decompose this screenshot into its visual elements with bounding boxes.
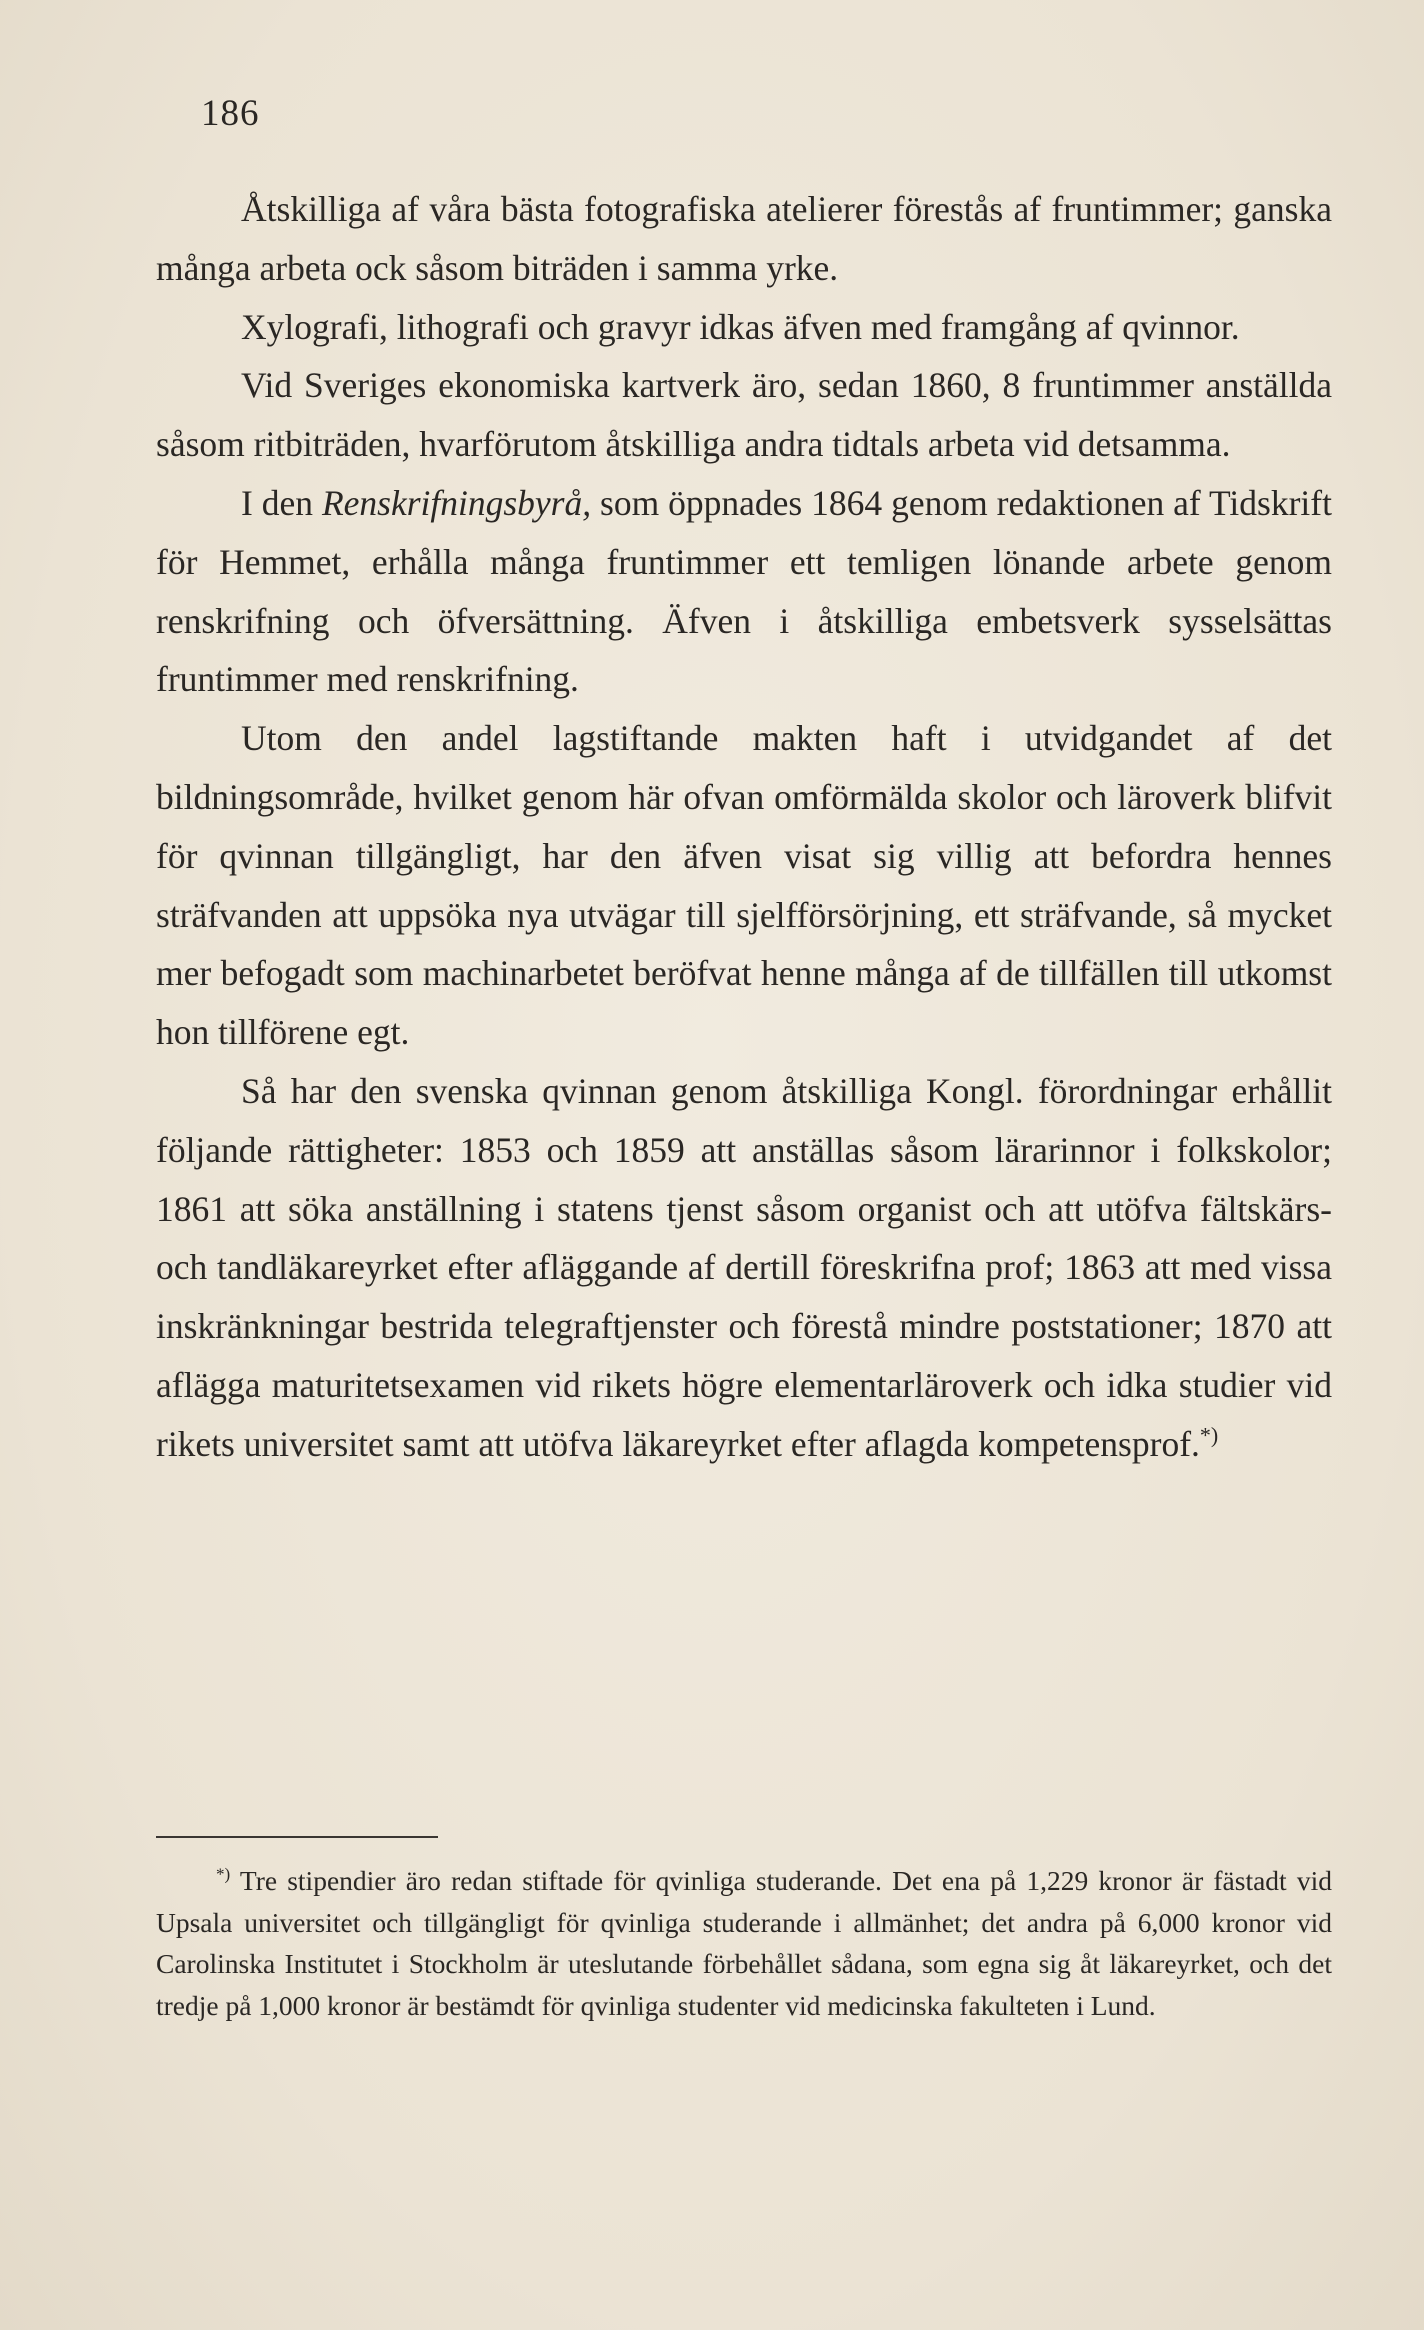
paragraph-copying-bureau — [156, 474, 1332, 709]
bureau-name-italic: Renskrifningsbyrå, — [321, 482, 592, 523]
footnote — [156, 1860, 1332, 2026]
footnote-marker: *) — [216, 1864, 231, 1884]
paragraph-rights — [156, 1062, 1332, 1474]
paragraph-photography: Åtskilliga af våra bästa fotografiska atelierer förestås af fruntimmer; ganska många arbeta ock såsom biträden i samma yrke. — [156, 189, 1332, 288]
body-text — [156, 180, 1332, 1474]
footnote-text: Tre stipendier äro redan stiftade för qvinliga studerande. Det ena på 1,229 kronor är fästadt vid Upsala universitet och tillgängligt för qvinliga studerande i allmänhet; det andra på 6,000 kronor vid Carolinska Institutet i Stockholm är uteslutande förbehållet sådana, som egna sig åt läkareyrket, och det tredje på 1,000 kronor är bestämdt för qvinliga studenter vid medicinska fakulteten i Lund. — [156, 1865, 1332, 2021]
paragraph-legislation: Utom den andel lagstiftande makten haft i utvidgandet af det bildningsområde, hvilket genom här ofvan omförmälda skolor och läroverk blifvit för qvinnan tillgängligt, har den äfven visat sig villig att befordra hennes sträfvanden att uppsöka nya utvägar till sjelfförsörjning, ett sträfvande, så mycket mer befogadt som machinarbetet beröfvat henne många af de tillfällen till utkomst hon tillförene egt. — [156, 718, 1332, 1053]
footnote-divider — [156, 1836, 438, 1838]
paragraph-rights-text: Så har den svenska qvinnan genom åtskilliga Kongl. förordningar erhållit följande rättigheter: 1853 och 1859 att anställas såsom lärarinnor i folkskolor; 1861 att söka anställning i statens tjenst såsom organist och att utöfva fältskärs- och tandläkareyrket efter afläggande af dertill föreskrifna prof; 1863 att med vissa inskränkningar bestrida telegraftjenster och förestå mindre poststationer; 1870 att aflägga maturitetsexamen vid rikets högre elementarläroverk och idka studier vid rikets universitet samt att utöfva läkareyrket efter aflagda kompetensprof. — [156, 1070, 1332, 1464]
paragraph-copying-bureau-suffix: som öppnades 1864 genom redaktionen af Tidskrift för Hemmet, erhålla många fruntimmer ett temligen lönande arbete genom renskrifning och öfversättning. Äfven i åtskilliga embetsverk sysselsättas fruntimmer med renskrifning. — [156, 482, 1332, 700]
footnote-reference: *) — [1199, 1422, 1219, 1448]
page-number: 186 — [201, 93, 260, 134]
paragraph-map-survey: Vid Sveriges ekonomiska kartverk äro, sedan 1860, 8 fruntimmer anställda såsom ritbiträden, hvarförutom åtskilliga andra tidtals arbeta vid detsamma. — [156, 365, 1332, 465]
paragraph-xylography: Xylografi, lithografi och gravyr idkas äfven med framgång af qvinnor. — [241, 306, 1240, 347]
paragraph-copying-bureau-prefix: I den — [241, 482, 322, 523]
